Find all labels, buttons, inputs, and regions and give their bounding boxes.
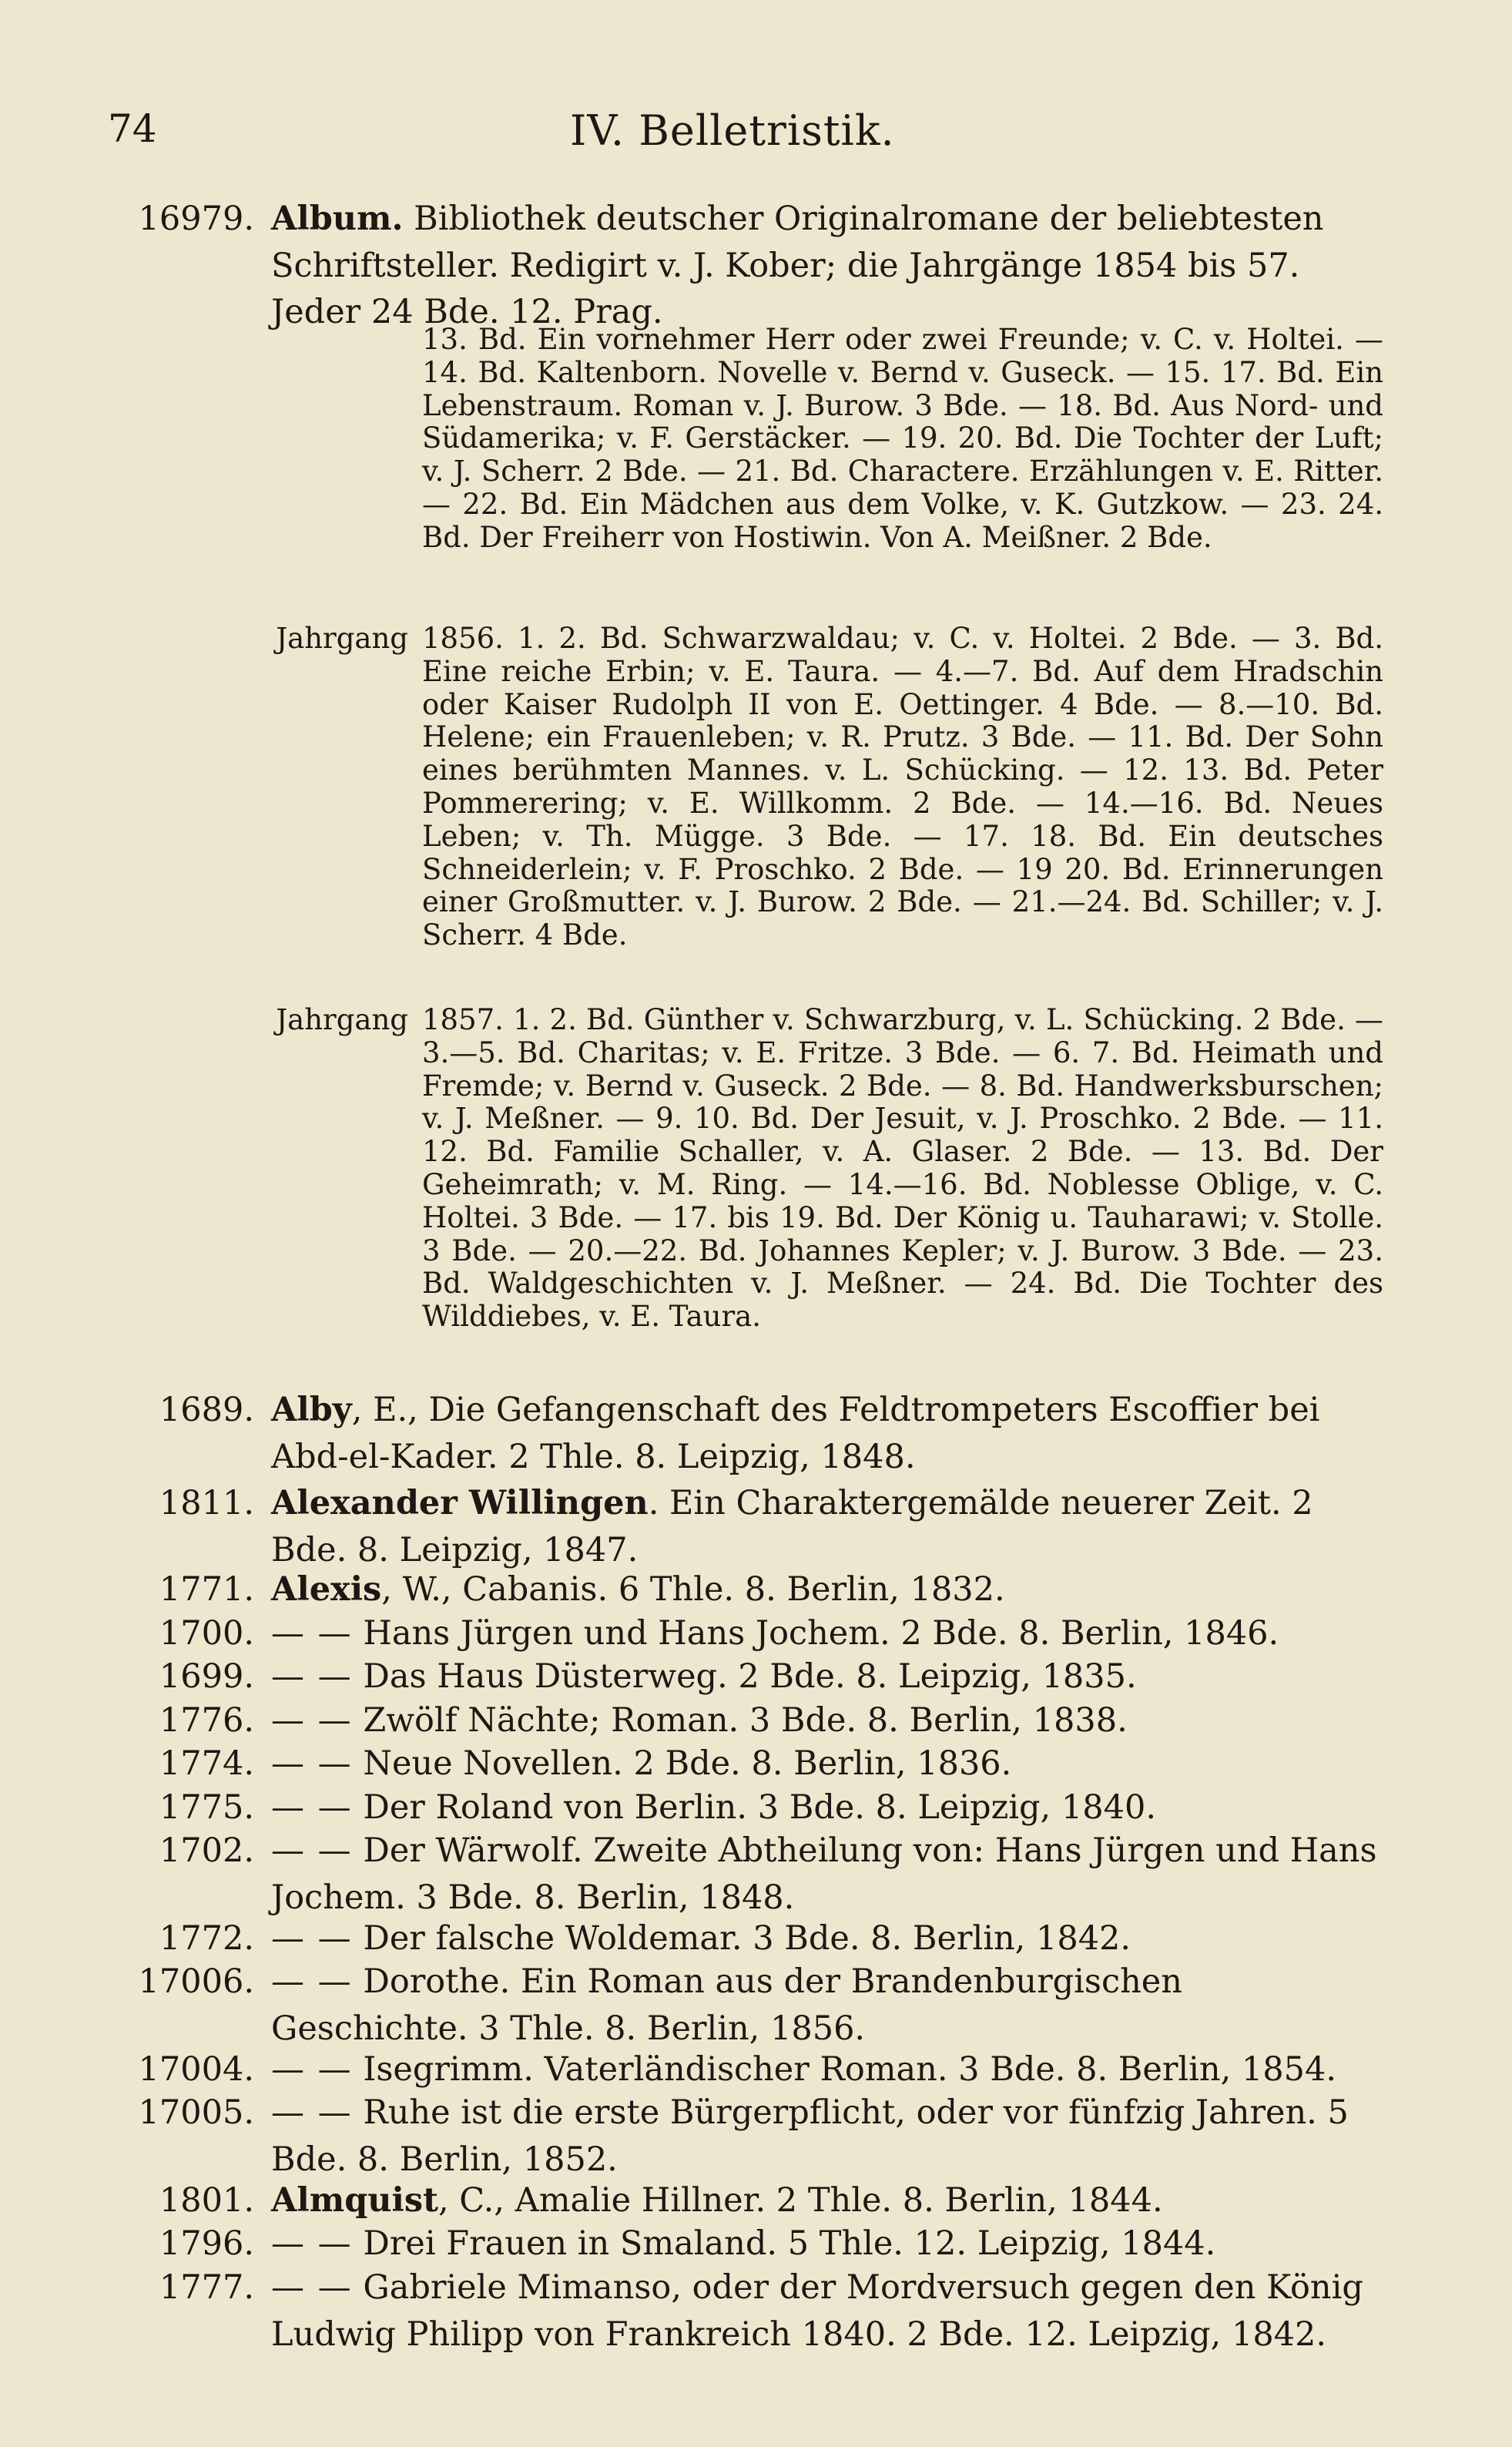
year-label: Jahrgang	[276, 1003, 408, 1036]
catalog-entry	[159, 1387, 1384, 1480]
page-header	[0, 106, 1512, 168]
catalog-entry	[159, 1480, 1384, 1573]
entry-text: , W., Cabanis. 6 Thle. 8. Berlin, 1832.	[381, 1570, 1005, 1609]
entry-text: Bibliothek deutscher Originalromane der beliebtesten Schriftsteller. Redigirt v. J. Kober; die Jahrgänge 1854 bis 57. Jeder 24 Bde. 12. Prag.	[271, 200, 1324, 331]
catalog-entry-album	[138, 196, 1384, 336]
entry-text: Ruhe ist die erste Bürgerpflicht, oder vor fünfzig Jahren. 5 Bde. 8. Berlin, 1852.	[271, 2093, 1349, 2179]
entry-number: 1774.	[159, 1744, 254, 1783]
entry-text: Isegrimm. Vaterländischer Roman. 3 Bde. 8. Berlin, 1854.	[352, 2050, 1337, 2089]
entry-number: 1702.	[159, 1831, 254, 1870]
entry-number: 1699.	[159, 1657, 254, 1696]
album-volumes-1857	[276, 1003, 1383, 1334]
entry-text: Zwölf Nächte; Roman. 3 Bde. 8. Berlin, 1838.	[352, 1701, 1128, 1740]
entry-number: 17005.	[138, 2093, 254, 2132]
section-title: IV. Belletristik.	[570, 106, 895, 155]
ditto-dash: — —	[271, 1701, 353, 1740]
page-number: 74	[108, 106, 157, 151]
catalog-entry	[159, 1740, 1384, 1787]
album-volumes-1856-text: 1856. 1. 2. Bd. Schwarzwaldau; v. C. v. Holtei. 2 Bde. — 3. Bd. Eine reiche Erbin; v. E. Taura. — 4.—7. Bd. Auf dem Hradschin oder Kaiser Rudolph II von E. Oettinger. 4 Bde. — 8.—10. Bd. Helene; ein Frauenleben; v. R. Prutz. 3 Bde. — 11. Bd. Der Sohn eines berühmten Mannes. v. L. Schücking. — 12. 13. Bd. Peter Pommerering; v. E. Willkomm. 2 Bde. — 14.—16. Bd. Neues Leben; v. Th. Mügge. 3 Bde. — 17. 18. Bd. Ein deutsches Schneiderlein; v. F. Proschko. 2 Bde. — 19 20. Bd. Erinnerungen einer Großmutter. v. J. Burow. 2 Bde. — 21.—24. Bd. Schiller; v. J. Scherr. 4 Bde.	[422, 622, 1383, 952]
catalog-entry	[159, 1915, 1384, 1962]
ditto-dash: — —	[271, 2050, 353, 2089]
entry-text: Der Wärwolf. Zweite Abtheilung von: Hans Jürgen und Hans Jochem. 3 Bde. 8. Berlin, 1848.	[271, 1831, 1377, 1917]
entry-number: 1700.	[159, 1614, 254, 1653]
entry-text: , C., Amalie Hillner. 2 Thle. 8. Berlin, 1844.	[438, 2181, 1163, 2220]
entry-headword: Alexander Willingen	[271, 1484, 649, 1522]
catalog-entry	[159, 1828, 1384, 1921]
catalog-entry	[138, 2090, 1384, 2183]
album-volumes-1855: 13. Bd. Ein vornehmer Herr oder zwei Freunde; v. C. v. Holtei. — 14. Bd. Kaltenborn. Novelle v. Bernd v. Guseck. — 15. 17. Bd. Ein Lebenstraum. Roman v. J. Burow. 3 Bde. — 18. Bd. Aus Nord- und Südamerika; v. F. Gerstäcker. — 19. 20. Bd. Die Tochter der Luft; v. J. Scherr. 2 Bde. — 21. Bd. Charactere. Erzählungen v. E. Ritter. — 22. Bd. Ein Mädchen aus dem Volke, v. K. Gutzkow. — 23. 24. Bd. Der Freiherr von Hostiwin. Von A. Meißner. 2 Bde.	[422, 323, 1383, 554]
entry-headword: Alby	[271, 1391, 352, 1429]
entry-number: 1801.	[159, 2181, 254, 2220]
entry-number: 17004.	[138, 2050, 254, 2089]
album-volumes-1856	[276, 622, 1383, 952]
ditto-dash: — —	[271, 1962, 353, 2001]
entry-number: 1777.	[159, 2268, 254, 2307]
entry-number: 1775.	[159, 1788, 254, 1827]
catalog-entry	[159, 1697, 1384, 1744]
catalog-entry	[159, 2264, 1384, 2358]
entry-text: . Ein Charaktergemälde neuerer Zeit. 2 Bde. 8. Leipzig, 1847.	[271, 1484, 1313, 1569]
album-volumes-1857-text: 1857. 1. 2. Bd. Günther v. Schwarzburg, v. L. Schücking. 2 Bde. — 3.—5. Bd. Charitas; v. E. Fritze. 3 Bde. — 6. 7. Bd. Heimath und Fremde; v. Bernd v. Guseck. 2 Bde. — 8. Bd. Handwerksburschen; v. J. Meßner. — 9. 10. Bd. Der Jesuit, v. J. Proschko. 2 Bde. — 11. 12. Bd. Familie Schaller, v. A. Glaser. 2 Bde. — 13. Bd. Der Geheimrath; v. M. Ring. — 14.—16. Bd. Noblesse Oblige, v. C. Holtei. 3 Bde. — 17. bis 19. Bd. Der König u. Tauharawi; v. Stolle. 3 Bde. — 20.—22. Bd. Johannes Kepler; v. J. Burow. 3 Bde. — 23. Bd. Waldgeschichten v. J. Meßner. — 24. Bd. Die Tochter des Wilddiebes, v. E. Taura.	[422, 1003, 1383, 1334]
entry-text: Gabriele Mimanso, oder der Mordversuch gegen den König Ludwig Philipp von Frankreich 1840. 2 Bde. 12. Leipzig, 1842.	[271, 2268, 1363, 2354]
entry-number: 17006.	[138, 1962, 254, 2001]
ditto-dash: — —	[271, 2268, 353, 2307]
catalog-entry	[138, 1959, 1384, 2052]
catalog-entry	[159, 1610, 1384, 1657]
catalog-entry	[159, 2220, 1384, 2267]
ditto-dash: — —	[271, 1657, 353, 1696]
entry-headword: Almquist	[271, 2181, 438, 2220]
entry-number: 1771.	[159, 1570, 254, 1609]
entry-text: Der Roland von Berlin. 3 Bde. 8. Leipzig, 1840.	[352, 1788, 1156, 1827]
entry-number: 1776.	[159, 1701, 254, 1740]
ditto-dash: — —	[271, 1919, 353, 1958]
year-label: Jahrgang	[276, 622, 408, 655]
catalog-entry	[159, 2177, 1384, 2224]
ditto-dash: — —	[271, 1614, 353, 1653]
entry-text: Das Haus Düsterweg. 2 Bde. 8. Leipzig, 1835.	[352, 1657, 1137, 1696]
entry-headword: Alexis	[271, 1570, 382, 1609]
entry-text: Drei Frauen in Smaland. 5 Thle. 12. Leipzig, 1844.	[352, 2224, 1216, 2263]
catalog-entry	[138, 2046, 1384, 2093]
ditto-dash: — —	[271, 1744, 353, 1783]
entry-text: , E., Die Gefangenschaft des Feldtrompeters Escoffier bei Abd-el-Kader. 2 Thle. 8. Leipzig, 1848.	[271, 1391, 1320, 1476]
entry-headword: Album.	[271, 200, 404, 238]
entry-number: 1689.	[159, 1391, 254, 1429]
entry-text: Der falsche Woldemar. 3 Bde. 8. Berlin, 1842.	[352, 1919, 1131, 1958]
entry-number: 1772.	[159, 1919, 254, 1958]
ditto-dash: — —	[271, 1831, 353, 1870]
catalog-entry	[159, 1653, 1384, 1700]
ditto-dash: — —	[271, 2224, 353, 2263]
entry-number: 1796.	[159, 2224, 254, 2263]
entry-number: 16979.	[138, 200, 254, 238]
catalog-entry	[159, 1566, 1384, 1613]
catalog-entry	[159, 1784, 1384, 1831]
entry-text: Neue Novellen. 2 Bde. 8. Berlin, 1836.	[352, 1744, 1012, 1783]
ditto-dash: — —	[271, 2093, 353, 2132]
ditto-dash: — —	[271, 1788, 353, 1827]
entry-text: Hans Jürgen und Hans Jochem. 2 Bde. 8. Berlin, 1846.	[352, 1614, 1279, 1653]
entry-number: 1811.	[159, 1484, 254, 1522]
entry-text: Dorothe. Ein Roman aus der Brandenburgischen Geschichte. 3 Thle. 8. Berlin, 1856.	[271, 1962, 1182, 2048]
